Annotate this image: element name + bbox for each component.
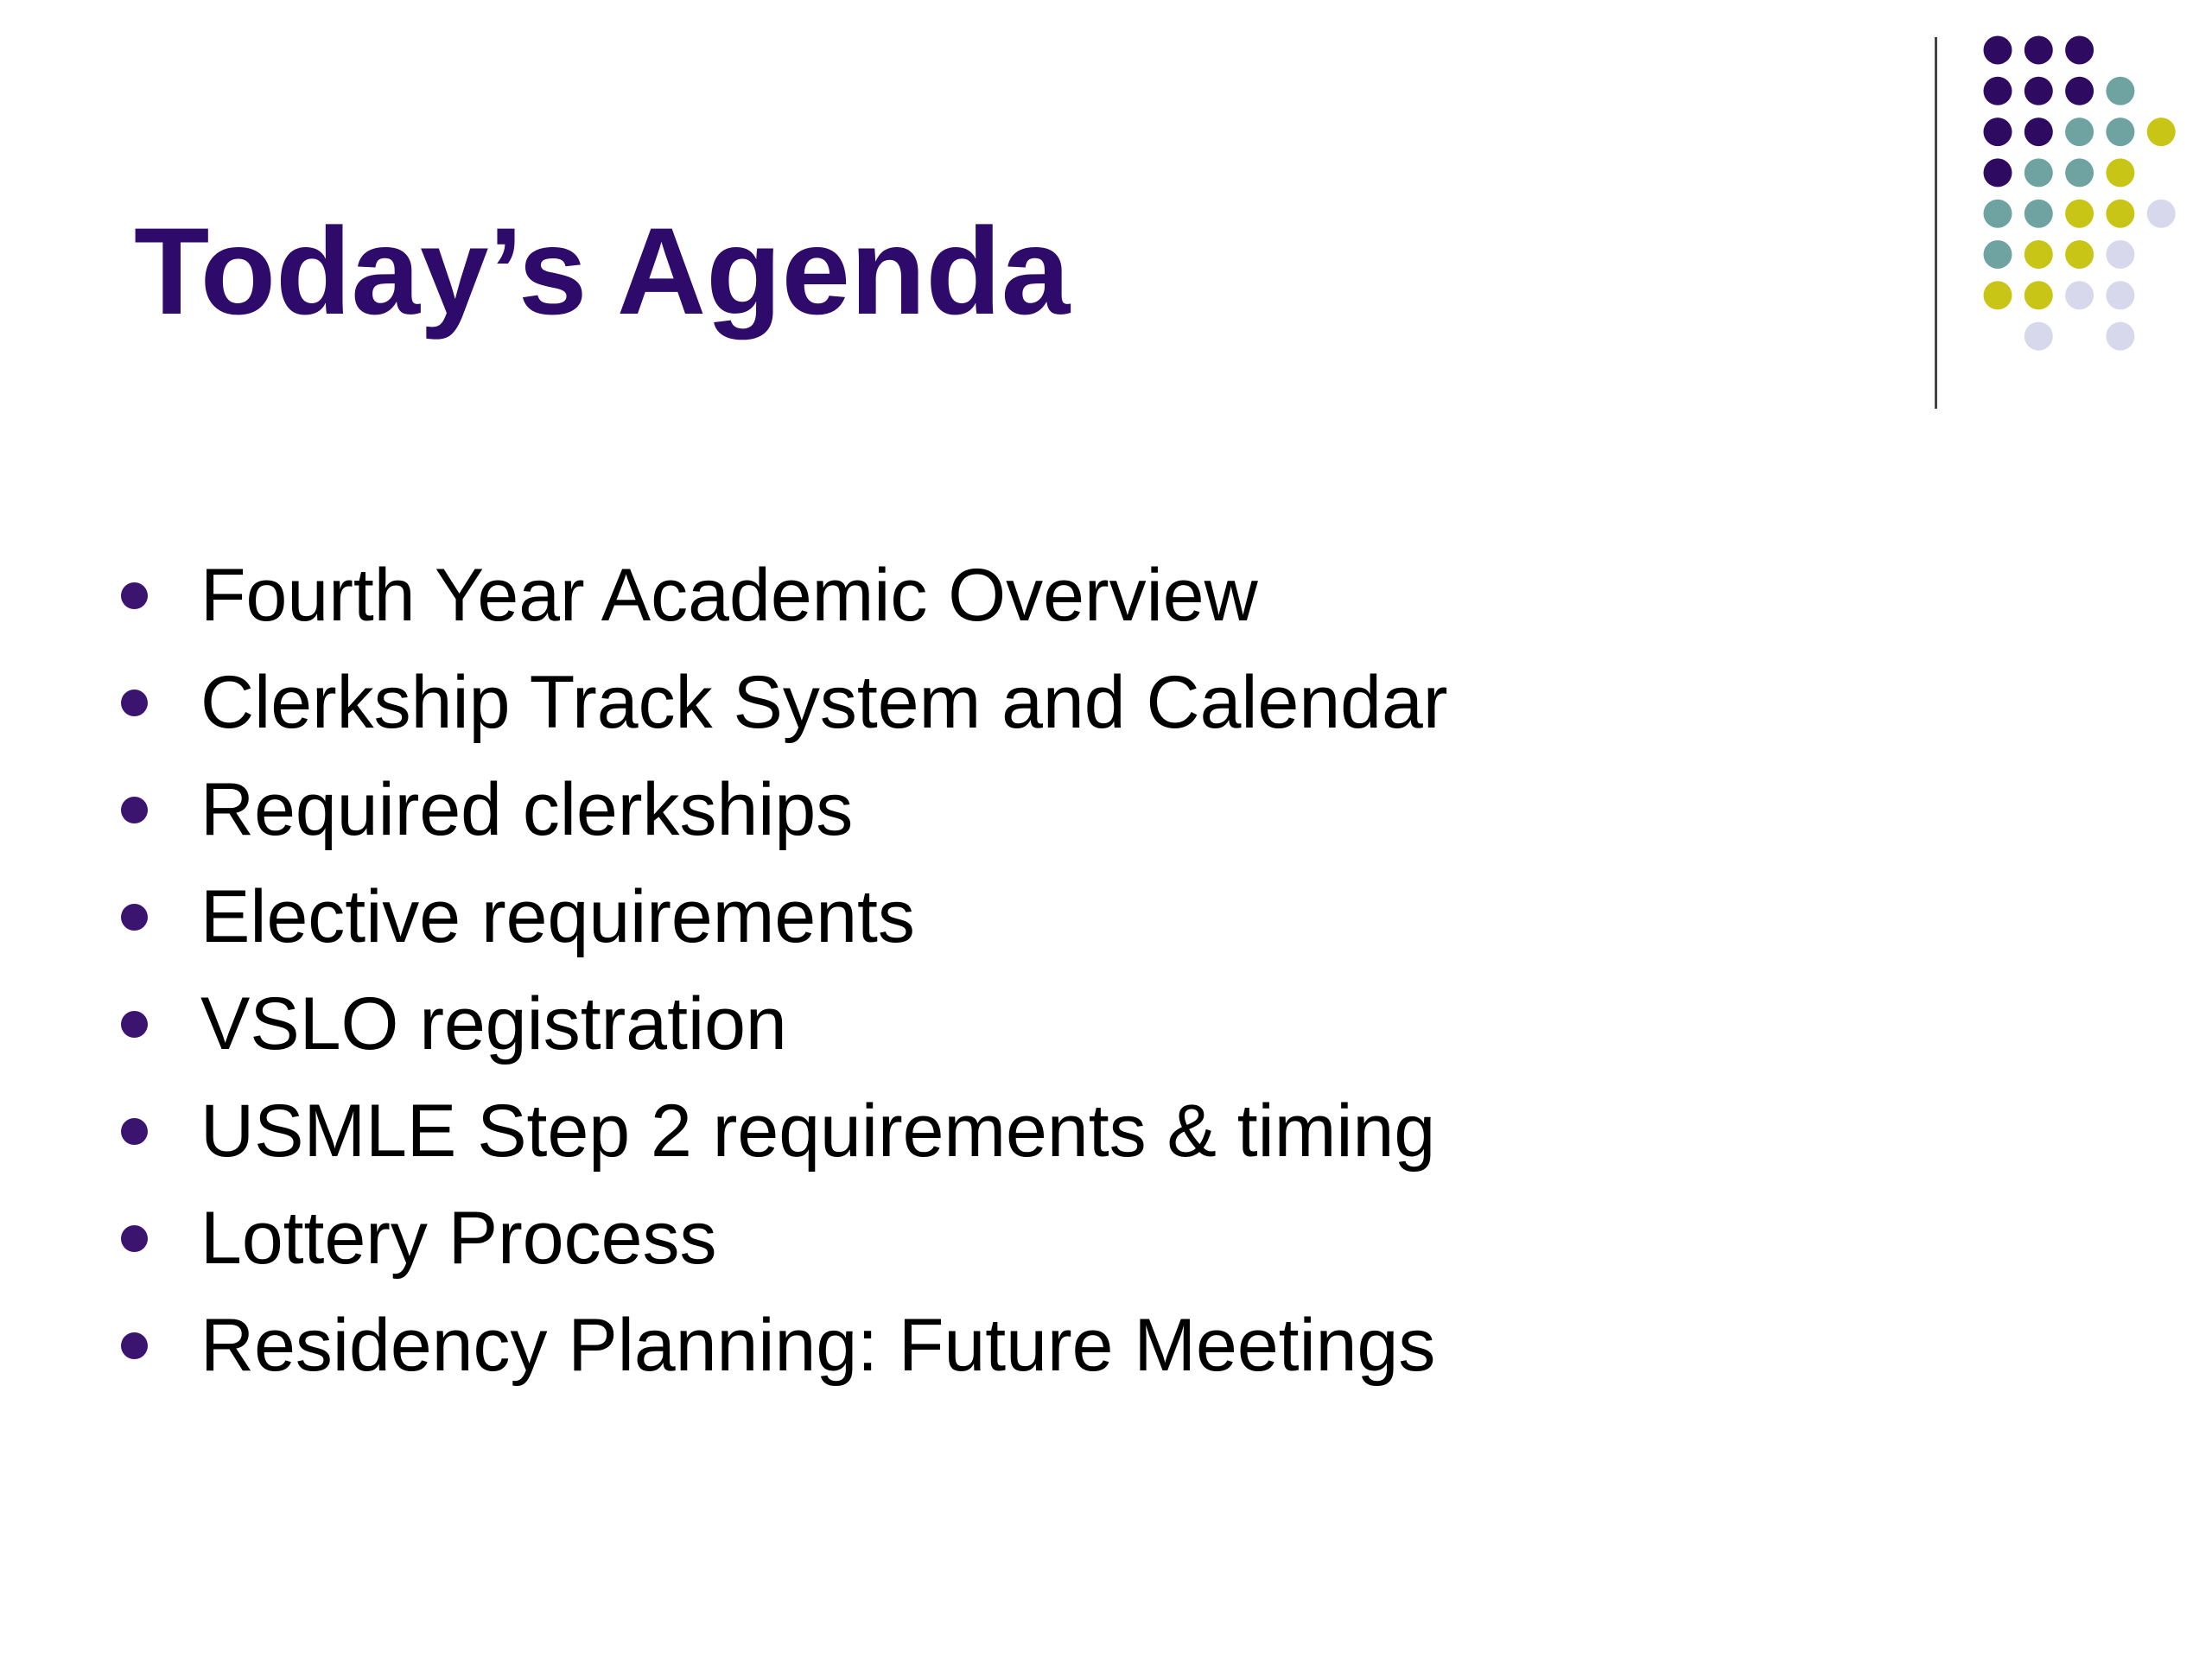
yellow-dot — [2065, 200, 2094, 228]
lavender-dot — [2147, 200, 2176, 228]
purple-dot — [1984, 77, 2012, 105]
teal-dot — [1984, 200, 2012, 228]
bullet-dot — [121, 1118, 148, 1145]
teal-dot — [2024, 158, 2053, 187]
purple-dot — [1984, 118, 2012, 146]
agenda-item-text: Clerkship Track System and Calendar — [200, 661, 1448, 744]
agenda-item — [0, 973, 1555, 1080]
yellow-dot — [2106, 200, 2134, 228]
yellow-dot — [2024, 240, 2053, 269]
lavender-dot — [2106, 322, 2134, 351]
bullet-dot — [121, 1011, 148, 1038]
agenda-item — [0, 1080, 1555, 1187]
purple-dot — [2024, 118, 2053, 146]
teal-dot — [2065, 118, 2094, 146]
purple-dot — [1984, 36, 2012, 65]
agenda-item — [0, 652, 1555, 759]
yellow-dot — [2024, 281, 2053, 309]
lavender-dot — [2024, 322, 2053, 351]
yellow-dot — [2147, 118, 2176, 146]
agenda-item — [0, 759, 1555, 866]
teal-dot — [2024, 200, 2053, 228]
purple-dot — [2024, 77, 2053, 105]
teal-dot — [2106, 118, 2134, 146]
agenda-item-text: Fourth Year Academic Overview — [200, 554, 1258, 637]
bullet-dot — [121, 904, 148, 931]
purple-dot — [2024, 36, 2053, 65]
yellow-dot — [1984, 281, 2012, 309]
teal-dot — [2065, 158, 2094, 187]
slide-title: Today’s Agenda — [134, 203, 1071, 340]
vertical-divider — [1935, 37, 1937, 409]
agenda-item-text: Required clerkships — [200, 768, 854, 851]
agenda-item — [0, 1187, 1555, 1294]
bullet-dot — [121, 1225, 148, 1252]
agenda-list — [0, 544, 1555, 1402]
lavender-dot — [2065, 281, 2094, 309]
yellow-dot — [2106, 158, 2134, 187]
agenda-item — [0, 544, 1555, 652]
bullet-dot — [121, 1332, 148, 1359]
purple-dot — [2065, 36, 2094, 65]
lavender-dot — [2106, 240, 2134, 269]
agenda-item-text: Lottery Process — [200, 1197, 717, 1280]
agenda-item-text: Elective requirements — [200, 875, 915, 958]
bullet-dot — [121, 690, 148, 716]
teal-dot — [2106, 77, 2134, 105]
agenda-item-text: USMLE Step 2 requirements & timing — [200, 1090, 1436, 1173]
bullet-dot — [121, 797, 148, 823]
teal-dot — [1984, 240, 2012, 269]
agenda-item-text: Residency Planning: Future Meetings — [200, 1304, 1436, 1387]
lavender-dot — [2106, 281, 2134, 309]
purple-dot — [2065, 77, 2094, 105]
agenda-item — [0, 866, 1555, 973]
agenda-item-text: VSLO registration — [200, 982, 787, 1065]
agenda-item — [0, 1294, 1555, 1402]
bullet-dot — [121, 582, 148, 609]
yellow-dot — [2065, 240, 2094, 269]
purple-dot — [1984, 158, 2012, 187]
